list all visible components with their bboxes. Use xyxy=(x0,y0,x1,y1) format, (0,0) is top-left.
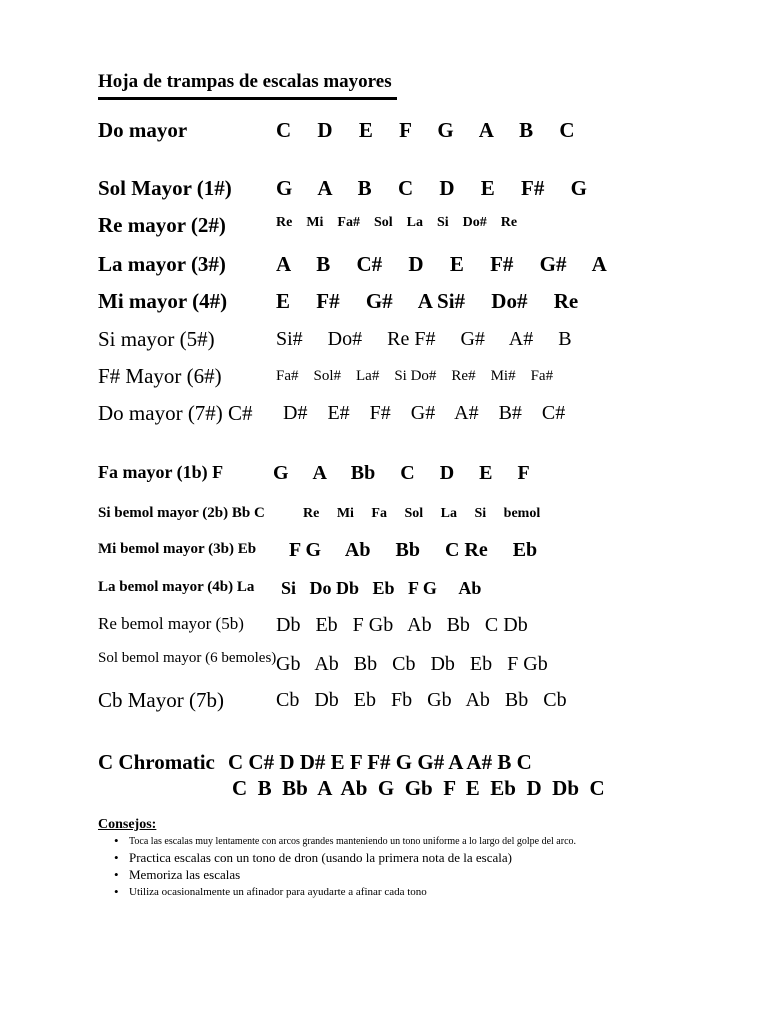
scale-notes: Si Do Db Eb F G Ab xyxy=(281,578,482,598)
scale-label: Do mayor xyxy=(98,118,188,142)
scale-notes: Re Mi Fa Sol La Si bemol xyxy=(303,506,541,521)
scale-label: Re mayor (2#) xyxy=(98,213,226,237)
scale-notes: Re Mi Fa# Sol La Si Do# Re xyxy=(276,215,518,230)
scale-notes: Db Eb F Gb Ab Bb C Db xyxy=(276,614,528,636)
scale-label: Si bemol mayor (2b) Bb C xyxy=(98,505,265,521)
scale-label: Sol bemol mayor (6 bemoles) xyxy=(98,650,277,666)
scale-notes: C D E F G A B C xyxy=(276,118,575,142)
scale-notes: Gb Ab Bb Cb Db Eb F Gb xyxy=(276,653,548,675)
scale-label: Mi mayor (4#) xyxy=(98,289,228,313)
scale-notes: G A B C D E F# G xyxy=(276,176,587,200)
scale-notes: Si# Do# Re F# G# A# B xyxy=(276,328,572,350)
tip-item: • Toca las escalas muy lentamente con arcos grandes manteniendo un tono uniforme a lo largo del golpe del arco. xyxy=(114,834,576,851)
scale-label: La bemol mayor (4b) La xyxy=(98,579,255,595)
scale-notes: Cb Db Eb Fb Gb Ab Bb Cb xyxy=(276,689,567,711)
tip-item: • Memoriza las escalas xyxy=(114,868,576,885)
page-title: Hoja de trampas de escalas mayores xyxy=(98,71,392,92)
scale-notes: Fa# Sol# La# Si Do# Re# Mi# Fa# xyxy=(276,368,554,384)
scale-label: Cb Mayor (7b) xyxy=(98,688,224,712)
scale-label: Re bemol mayor (5b) xyxy=(98,614,244,633)
scale-label: Fa mayor (1b) F xyxy=(98,462,224,482)
scale-label: Mi bemol mayor (3b) Eb xyxy=(98,541,257,557)
scale-notes: E F# G# A Si# Do# Re xyxy=(276,289,579,313)
chromatic-label: C Chromatic xyxy=(98,750,215,774)
tip-item: • Utiliza ocasionalmente un afinador para ayudarte a afinar cada tono xyxy=(114,885,576,902)
scale-label: Si mayor (5#) xyxy=(98,327,215,351)
tips-heading: Consejos: xyxy=(98,817,157,832)
chromatic-descending: C B Bb A Ab G Gb F E Eb D Db C xyxy=(232,776,605,800)
scale-label: Do mayor (7#) C# xyxy=(98,401,253,425)
scale-label: F# Mayor (6#) xyxy=(98,364,222,388)
scale-label: La mayor (3#) xyxy=(98,252,226,276)
scale-notes: F G Ab Bb C Re Eb xyxy=(289,539,538,561)
title-underline xyxy=(98,97,397,100)
scale-notes: D# E# F# G# A# B# C# xyxy=(283,402,566,424)
scale-notes: A B C# D E F# G# A xyxy=(276,252,607,276)
tips-list xyxy=(114,834,576,902)
chromatic-ascending: C C# D D# E F F# G G# A A# B C xyxy=(228,750,532,774)
scale-notes: G A Bb C D E F xyxy=(273,462,530,484)
scale-label: Sol Mayor (1#) xyxy=(98,176,232,200)
tip-item: • Practica escalas con un tono de dron (usando la primera nota de la escala) xyxy=(114,851,576,868)
